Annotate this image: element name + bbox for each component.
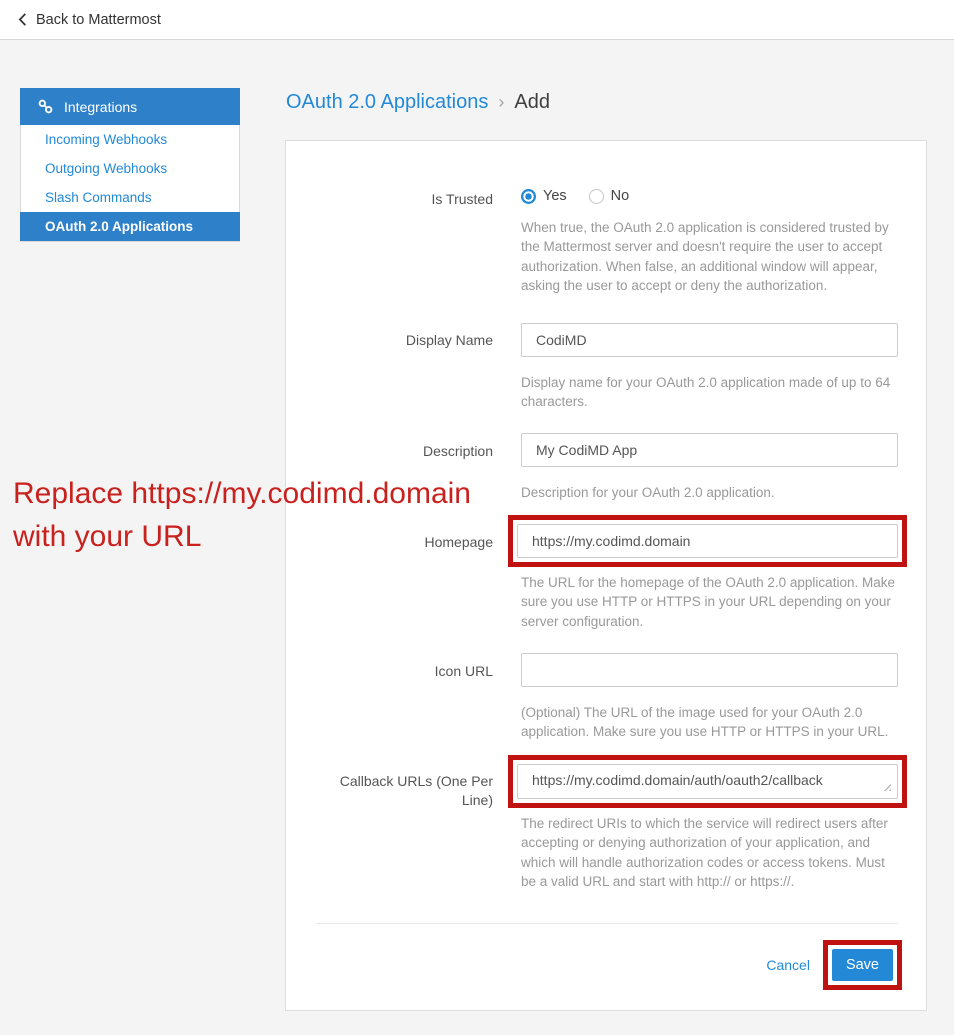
save-highlight-box	[823, 940, 902, 990]
is-trusted-help: When true, the OAuth 2.0 application is considered trusted by the Mattermost server and doesn't require the user to accept authorization. When false, an additional window will appear, asking the user to accept or deny the authorization.	[521, 220, 889, 294]
is-trusted-no-label[interactable]: No	[610, 188, 630, 204]
save-button[interactable]: Save	[832, 949, 893, 981]
homepage-highlight-box	[508, 515, 907, 567]
sidebar-item-incoming-webhooks[interactable]: Incoming Webhooks	[45, 132, 168, 147]
integrations-sidebar	[20, 88, 240, 242]
callback-urls-label: Callback URLs (One Per Line)	[339, 773, 493, 808]
description-label: Description	[422, 443, 493, 459]
display-name-input[interactable]	[521, 323, 898, 357]
display-name-field-wrap	[521, 323, 898, 357]
annotation-text	[13, 472, 471, 558]
icon-url-label: Icon URL	[434, 663, 493, 679]
sidebar-list	[20, 125, 240, 242]
icon-url-input[interactable]	[521, 653, 898, 687]
callback-urls-textarea[interactable]	[517, 764, 898, 799]
is-trusted-yes-radio[interactable]	[521, 189, 536, 204]
homepage-input[interactable]	[517, 524, 898, 558]
breadcrumb-separator: ›	[498, 92, 505, 112]
homepage-help: The URL for the homepage of the OAuth 2.0 application. Make sure you use HTTP or HTTPS in your URL depending on your server configuration.	[521, 575, 895, 629]
link-icon	[38, 99, 53, 114]
homepage-label: Homepage	[424, 534, 493, 550]
chevron-left-icon	[18, 13, 27, 26]
is-trusted-no-radio[interactable]	[589, 189, 604, 204]
sidebar-item-outgoing-webhooks[interactable]: Outgoing Webhooks	[45, 161, 168, 176]
top-bar	[0, 0, 954, 40]
callback-urls-highlight-box	[508, 755, 907, 808]
sidebar-item-slash-commands[interactable]: Slash Commands	[45, 190, 152, 205]
back-to-mattermost-link[interactable]: Back to Mattermost	[36, 11, 161, 28]
cancel-button[interactable]: Cancel	[766, 957, 810, 973]
is-trusted-radio-group	[521, 188, 629, 204]
form-footer	[766, 940, 902, 990]
description-field-wrap	[521, 433, 898, 467]
display-name-help: Display name for your OAuth 2.0 application made of up to 64 characters.	[521, 375, 891, 410]
description-help: Description for your OAuth 2.0 application.	[521, 485, 775, 500]
annotation-line-1: Replace https://my.codimd.domain	[13, 477, 471, 510]
icon-url-help: (Optional) The URL of the image used for your OAuth 2.0 application. Make sure you use HTTP or HTTPS in your URL.	[521, 705, 889, 740]
footer-divider	[316, 923, 898, 924]
breadcrumb	[286, 91, 550, 114]
oauth-add-form-panel	[285, 140, 927, 1011]
icon-url-field-wrap	[521, 653, 898, 687]
sidebar-header-label: Integrations	[64, 98, 138, 115]
display-name-label: Display Name	[405, 332, 493, 348]
is-trusted-yes-label[interactable]: Yes	[543, 188, 567, 204]
description-input[interactable]	[521, 433, 898, 467]
page-title: Add	[514, 91, 550, 113]
is-trusted-label: Is Trusted	[431, 191, 493, 207]
sidebar-item-oauth-applications[interactable]: OAuth 2.0 Applications	[20, 212, 240, 241]
callback-urls-help: The redirect URIs to which the service will redirect users after accepting or denying authorization of your application, and which will handle authorization codes or access tokens. Must be a valid URL and start with http:// or https://.	[521, 816, 888, 890]
sidebar-header-integrations[interactable]	[20, 88, 240, 125]
breadcrumb-parent-link[interactable]: OAuth 2.0 Applications	[286, 91, 489, 113]
annotation-line-2: with your URL	[13, 520, 202, 553]
